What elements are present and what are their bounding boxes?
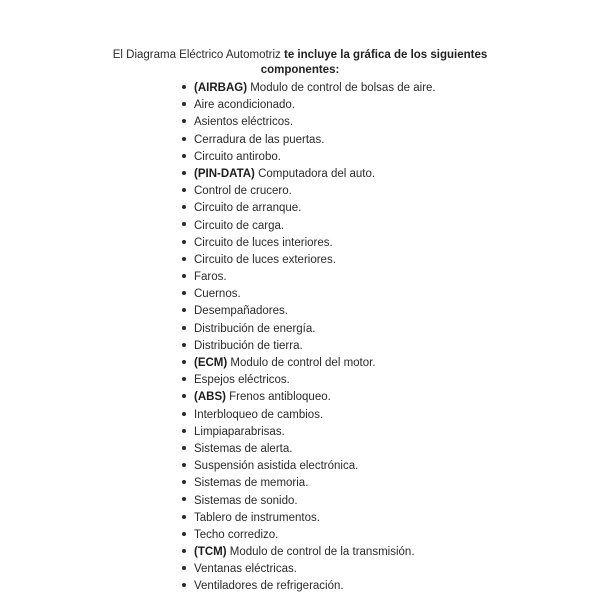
components-list	[182, 80, 436, 596]
bullet-icon	[182, 446, 186, 450]
list-item	[182, 114, 436, 131]
list-item	[182, 183, 436, 200]
component-text: Limpiaparabrisas.	[194, 425, 285, 438]
component-text: Frenos antibloqueo.	[225, 391, 331, 404]
component-text: Techo corredizo.	[194, 528, 279, 541]
list-item	[182, 200, 436, 217]
bullet-icon	[182, 532, 186, 536]
component-text: Modulo de control del motor.	[227, 357, 376, 369]
list-item	[182, 561, 436, 578]
bullet-icon	[182, 222, 186, 226]
bullet-icon	[182, 326, 186, 330]
bullet-icon	[182, 360, 186, 364]
component-text: Circuito de arranque.	[194, 202, 302, 215]
component-text: Circuito de carga.	[194, 219, 285, 232]
bullet-icon	[182, 119, 186, 123]
component-text: Sistemas de memoria.	[194, 477, 309, 490]
component-text: Cerradura de las puertas.	[194, 133, 325, 146]
list-item	[182, 475, 436, 492]
list-item	[182, 321, 436, 338]
bullet-icon	[182, 343, 186, 347]
bullet-icon	[182, 463, 186, 467]
component-text: Tablero de instrumentos.	[194, 511, 320, 524]
component-text: Modulo de control de bolsas de aire.	[247, 82, 436, 94]
bullet-icon	[182, 394, 186, 398]
bullet-icon	[182, 308, 186, 312]
list-item	[182, 149, 436, 166]
list-item	[182, 269, 436, 286]
bullet-icon	[182, 480, 186, 484]
component-code: (ECM)	[194, 357, 228, 369]
list-item	[182, 355, 436, 372]
list-item	[182, 544, 436, 561]
bullet-icon	[182, 85, 186, 89]
component-text: Ventanas eléctricas.	[194, 563, 297, 576]
component-text: Sistemas de alerta.	[194, 442, 293, 455]
component-text: Circuito de luces interiores.	[194, 236, 333, 249]
bullet-icon	[182, 205, 186, 209]
bullet-icon	[182, 240, 186, 244]
list-item	[182, 389, 436, 406]
list-item	[182, 458, 436, 475]
bullet-icon	[182, 583, 186, 587]
list-item	[182, 286, 436, 303]
intro-plain-text: El Diagrama Eléctrico Automotriz	[112, 48, 285, 61]
intro-bold-text: te incluye la gráfica de los siguientes componentes:	[260, 48, 488, 76]
component-text: Suspensión asistida electrónica.	[194, 460, 359, 473]
bullet-icon	[182, 377, 186, 381]
list-item	[182, 527, 436, 544]
bullet-icon	[182, 137, 186, 141]
bullet-icon	[182, 412, 186, 416]
component-text: Computadora del auto.	[254, 167, 376, 180]
component-text: Faros.	[194, 271, 227, 284]
intro-paragraph	[90, 48, 510, 78]
bullet-icon	[182, 515, 186, 519]
component-text: Modulo de control de la transmisión.	[226, 546, 415, 559]
list-item	[182, 578, 436, 595]
list-item	[182, 303, 436, 320]
list-item	[182, 97, 436, 114]
list-item	[182, 252, 436, 269]
component-text: Espejos eléctricos.	[194, 374, 290, 387]
bullet-icon	[182, 188, 186, 192]
component-text: Asientos eléctricos.	[194, 116, 294, 129]
bullet-icon	[182, 257, 186, 261]
component-code: (PIN-DATA)	[194, 167, 255, 180]
bullet-icon	[182, 102, 186, 106]
list-item	[182, 80, 436, 97]
list-item	[182, 166, 436, 183]
bullet-icon	[182, 497, 186, 501]
bullet-icon	[182, 429, 186, 433]
component-code: (TCM)	[194, 546, 227, 559]
component-code: (AIRBAG)	[194, 82, 248, 94]
list-item	[182, 441, 436, 458]
list-item	[182, 424, 436, 441]
list-item	[182, 235, 436, 252]
component-text: Circuito de luces exteriores.	[194, 253, 336, 266]
component-text: Distribución de energía.	[194, 322, 316, 335]
component-text: Circuito antirobo.	[194, 150, 281, 163]
component-code: (ABS)	[194, 391, 226, 404]
list-item	[182, 132, 436, 149]
component-text: Cuernos.	[194, 288, 241, 301]
bullet-icon	[182, 154, 186, 158]
component-text: Desempañadores.	[194, 305, 288, 318]
component-text: Interbloqueo de cambios.	[194, 408, 324, 421]
bullet-icon	[182, 549, 186, 553]
list-item	[182, 407, 436, 424]
list-item	[182, 372, 436, 389]
bullet-icon	[182, 291, 186, 295]
component-text: Distribución de tierra.	[194, 339, 303, 352]
component-text: Ventiladores de refrigeración.	[194, 580, 344, 593]
bullet-icon	[182, 566, 186, 570]
component-text: Control de crucero.	[194, 185, 292, 198]
component-text: Sistemas de sonido.	[194, 494, 298, 507]
list-item	[182, 493, 436, 510]
list-item	[182, 338, 436, 355]
list-item	[182, 218, 436, 235]
bullet-icon	[182, 171, 186, 175]
component-text: Aire acondicionado.	[194, 99, 296, 112]
list-item	[182, 510, 436, 527]
bullet-icon	[182, 274, 186, 278]
